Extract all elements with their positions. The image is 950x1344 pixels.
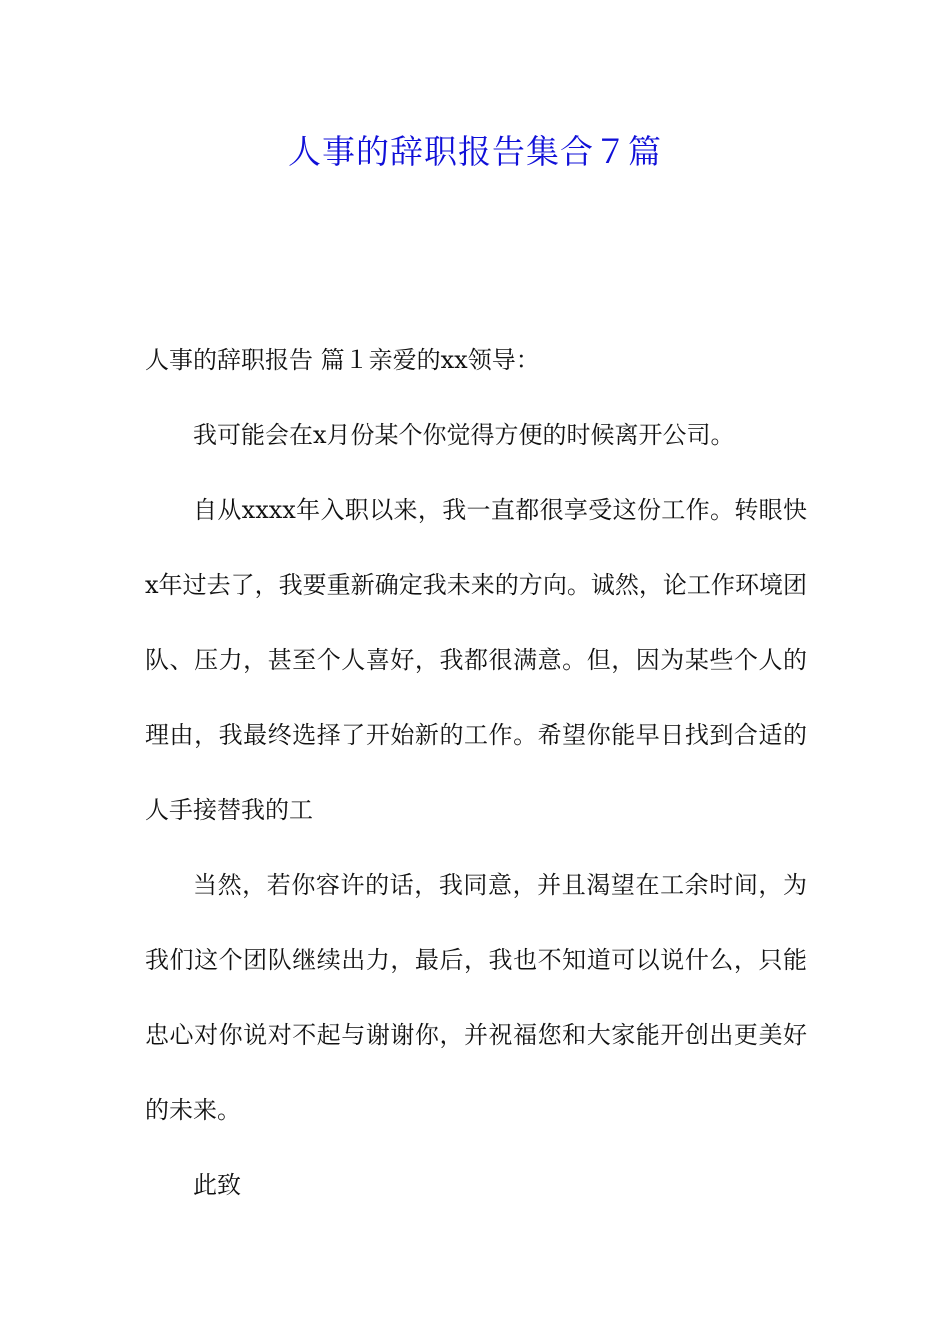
document-body <box>145 323 807 1223</box>
paragraph-leave-notice: 我可能会在x月份某个你觉得方便的时候离开公司。 <box>193 421 735 449</box>
paragraph-thanks: 当然，若你容许的话，我同意，并且渴望在工余时间，为我们这个团队继续出力，最后，我也不知道可以说什么，只能忠心对你说对不起与谢谢你，并祝福您和大家能开创出更美好的未来。 <box>145 871 807 1124</box>
document-title: 人事的辞职报告集合７篇 <box>288 132 662 171</box>
paragraph-reason: 自从xxxx年入职以来，我一直都很享受这份工作。转眼快x年过去了，我要重新确定我未来的方向。诚然，论工作环境团队、压力，甚至个人喜好，我都很满意。但，因为某些个人的理由，我最终选择了开始新的工作。希望你能早日找到合适的人手接替我的工 <box>145 496 807 824</box>
paragraph-salutation: 人事的辞职报告 篇１亲爱的xx领导： <box>145 346 540 374</box>
paragraph-closing: 此致 <box>193 1171 241 1199</box>
